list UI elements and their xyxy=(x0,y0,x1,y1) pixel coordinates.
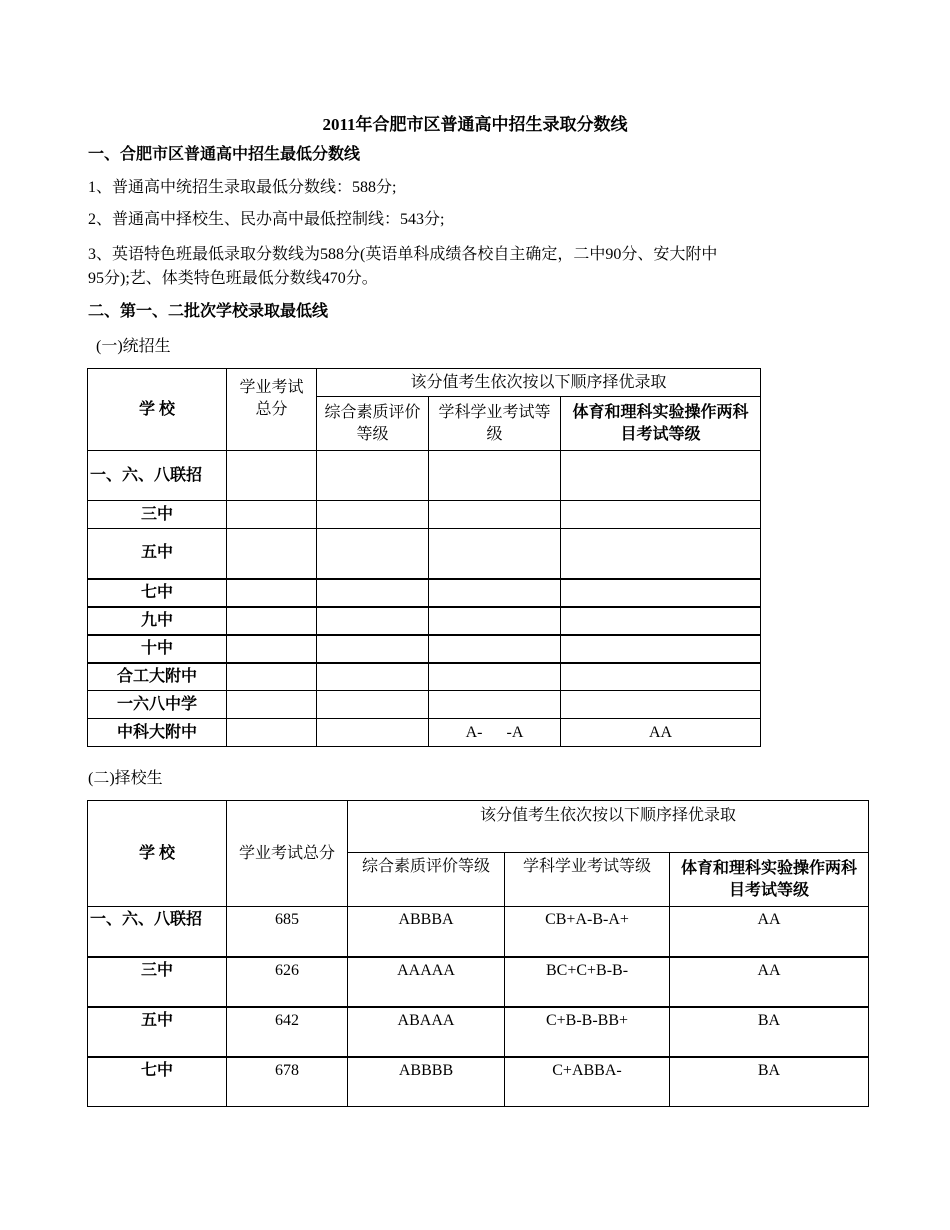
table-row xyxy=(88,579,761,607)
header-quality-grade: 综合素质评价等级 xyxy=(317,397,429,451)
cell-pe xyxy=(561,691,761,719)
cell-school: 七中 xyxy=(88,579,227,607)
cell-subject: C+ABBA- xyxy=(505,1057,670,1107)
unified-admission-table xyxy=(87,368,761,747)
subsection-unified-heading: (一)统招生 xyxy=(96,338,171,355)
header-priority-group: 该分值考生依次按以下顺序择优录取 xyxy=(348,801,869,853)
cell-school: 一六八中学 xyxy=(88,691,227,719)
cell-quality: ABBBA xyxy=(348,907,505,957)
cell-total: 642 xyxy=(227,1007,348,1057)
cell-total xyxy=(227,607,317,635)
header-pe-grade: 体育和理科实验操作两科目考试等级 xyxy=(561,397,761,451)
cell-total xyxy=(227,501,317,529)
cell-quality xyxy=(317,529,429,579)
table-row xyxy=(88,501,761,529)
cell-school: 十中 xyxy=(88,635,227,663)
cell-quality xyxy=(317,579,429,607)
cell-total: 626 xyxy=(227,957,348,1007)
cell-quality xyxy=(317,607,429,635)
table-row xyxy=(88,907,869,957)
section-2-heading: 二、第一、二批次学校录取最低线 xyxy=(88,303,329,320)
cell-quality xyxy=(317,501,429,529)
table-row xyxy=(88,529,761,579)
cell-subject: CB+A-B-A+ xyxy=(505,907,670,957)
header-priority-group: 该分值考生依次按以下顺序择优录取 xyxy=(317,369,761,397)
cell-total xyxy=(227,529,317,579)
cell-pe: BA xyxy=(670,1007,869,1057)
cell-school: 五中 xyxy=(88,1007,227,1057)
table-row xyxy=(88,663,761,691)
cell-pe: AA xyxy=(670,907,869,957)
cell-subject xyxy=(429,663,561,691)
header-subject-grade: 学科学业考试等级 xyxy=(505,853,670,907)
cell-pe xyxy=(561,529,761,579)
header-quality-grade: 综合素质评价等级 xyxy=(348,853,505,907)
cell-subject: A- -A xyxy=(429,719,561,747)
cell-subject xyxy=(429,579,561,607)
cell-total xyxy=(227,451,317,501)
rule-item-3-line-2: 95分);艺、体类特色班最低分数线470分。 xyxy=(88,270,378,287)
cell-pe xyxy=(561,635,761,663)
table-row xyxy=(88,957,869,1007)
cell-quality xyxy=(317,691,429,719)
cell-pe: AA xyxy=(561,719,761,747)
cell-school: 一、六、八联招 xyxy=(88,907,227,957)
table-row xyxy=(88,451,761,501)
cell-total xyxy=(227,635,317,663)
cell-total xyxy=(227,719,317,747)
table-row xyxy=(88,691,761,719)
header-school: 学 校 xyxy=(88,369,227,451)
cell-subject: BC+C+B-B- xyxy=(505,957,670,1007)
table-row xyxy=(88,719,761,747)
header-pe-grade: 体育和理科实验操作两科目考试等级 xyxy=(670,853,869,907)
cell-pe xyxy=(561,663,761,691)
cell-pe xyxy=(561,451,761,501)
cell-total xyxy=(227,691,317,719)
header-total-score: 学业考试总分 xyxy=(227,369,317,451)
section-1-heading: 一、合肥市区普通高中招生最低分数线 xyxy=(88,146,361,163)
cell-school: 一、六、八联招 xyxy=(88,451,227,501)
document-title: 2011年合肥市区普通高中招生录取分数线 xyxy=(322,115,628,134)
table-row xyxy=(88,1007,869,1057)
cell-subject xyxy=(429,501,561,529)
cell-school: 中科大附中 xyxy=(88,719,227,747)
rule-item-1: 1、普通高中统招生录取最低分数线：588分; xyxy=(88,179,397,196)
table-row xyxy=(88,607,761,635)
cell-pe: AA xyxy=(670,957,869,1007)
cell-school: 七中 xyxy=(88,1057,227,1107)
table-row xyxy=(88,1057,869,1107)
cell-quality xyxy=(317,635,429,663)
cell-school: 三中 xyxy=(88,957,227,1007)
cell-total: 678 xyxy=(227,1057,348,1107)
rule-item-3-line-1: 3、英语特色班最低录取分数线为588分(英语单科成绩各校自主确定，二中90分、安大附中 xyxy=(88,246,718,263)
cell-total: 685 xyxy=(227,907,348,957)
cell-quality xyxy=(317,719,429,747)
cell-school: 三中 xyxy=(88,501,227,529)
cell-quality: AAAAA xyxy=(348,957,505,1007)
cell-school: 九中 xyxy=(88,607,227,635)
cell-subject: C+B-B-BB+ xyxy=(505,1007,670,1057)
cell-school: 五中 xyxy=(88,529,227,579)
cell-total xyxy=(227,663,317,691)
header-school: 学 校 xyxy=(88,801,227,907)
header-total-score: 学业考试总分 xyxy=(227,801,348,907)
cell-pe: BA xyxy=(670,1057,869,1107)
cell-total xyxy=(227,579,317,607)
cell-quality: ABBBB xyxy=(348,1057,505,1107)
cell-pe xyxy=(561,579,761,607)
table-row xyxy=(88,635,761,663)
selective-admission-table xyxy=(87,800,869,1107)
cell-subject xyxy=(429,607,561,635)
subsection-selective-heading: (二)择校生 xyxy=(88,770,163,787)
header-subject-grade: 学科学业考试等级 xyxy=(429,397,561,451)
cell-pe xyxy=(561,607,761,635)
rule-item-2: 2、普通高中择校生、民办高中最低控制线：543分; xyxy=(88,211,445,228)
cell-pe xyxy=(561,501,761,529)
cell-subject xyxy=(429,451,561,501)
cell-subject xyxy=(429,635,561,663)
cell-quality: ABAAA xyxy=(348,1007,505,1057)
cell-subject xyxy=(429,691,561,719)
cell-quality xyxy=(317,451,429,501)
cell-quality xyxy=(317,663,429,691)
cell-subject xyxy=(429,529,561,579)
cell-school: 合工大附中 xyxy=(88,663,227,691)
